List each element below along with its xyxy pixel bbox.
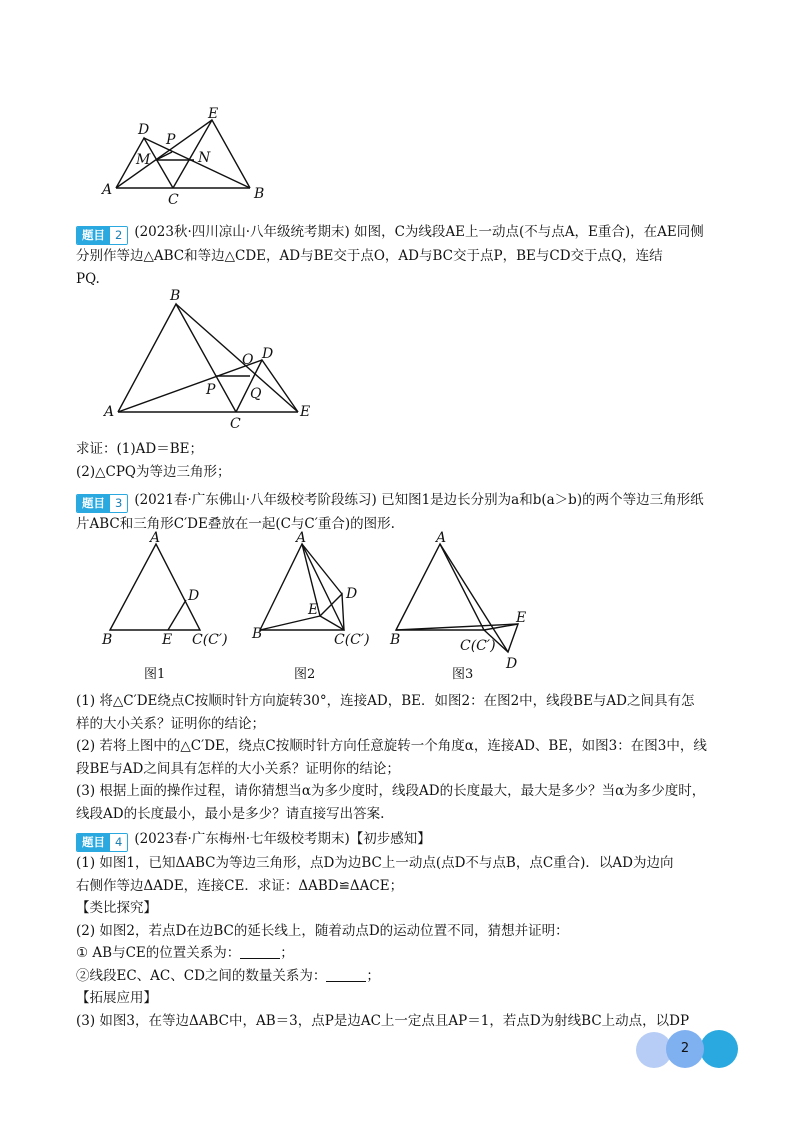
fig2-segment-BE (176, 304, 298, 412)
fig2-label-O: O (242, 352, 254, 368)
fig3-1-label-A: A (150, 530, 161, 546)
fig3-3-label-D: D (506, 656, 518, 672)
fig2-label-P: P (206, 382, 216, 398)
fig-top-label-E: E (208, 106, 219, 122)
figure-problem-2-svg (96, 288, 326, 438)
fig3-1-triangle-ABC (110, 544, 200, 630)
fig-top-label-B: B (254, 186, 265, 202)
problem-4-q2-sub-1: ① AB与CE的位置关系为： ； (76, 945, 294, 961)
problem-4-q2-line-1: (2) 如图2，若点D在边BC的延长线上，随着动点D的运动位置不同，猜想并证明： (76, 922, 569, 939)
fig3-3-triangle-ABC (396, 544, 484, 630)
fig3-2-segment-BE (260, 616, 320, 630)
figure-3-3-svg (390, 530, 550, 684)
answer-blank-1[interactable] (240, 944, 280, 959)
fig3-1-label-D: D (188, 588, 200, 604)
problem-4-q1-line-1: (1) 如图1，已知ΔABC为等边三角形，点D为边BC上一动点(点D不与点B，点C重合)．以AD为边向 (76, 855, 674, 871)
fig3-2-label-B: B (252, 626, 263, 642)
figure-3-1-svg (100, 530, 250, 684)
problem-2-line-3: PQ. (76, 270, 100, 287)
problem-2-text (76, 221, 756, 290)
problem-2-question-2: (2)△CPQ为等边三角形； (76, 463, 231, 480)
fig2-label-Q: Q (250, 386, 262, 402)
problem-3-badge: 题目 3 (76, 494, 128, 513)
fig2-label-E: E (300, 404, 311, 420)
fig-top-label-D: D (138, 122, 150, 138)
fig-top-label-C: C (168, 192, 179, 208)
problem-2-line-1: 题目 2 (2023秋·四川凉山·八年级统考期末) 如图，C为线段AE上一动点(不与点A，E重合)，在AE同侧 (76, 221, 756, 245)
figure-top (100, 100, 270, 210)
figure-top-svg (100, 100, 270, 210)
problem-3-q3-line-1: (3) 根据上面的操作过程，请你猜想当α为多少度时，线段AD的长度最大，最大是多少？当α为多少度时， (76, 783, 706, 799)
problem-3-q2-line-1: (2) 若将上图中的△C′DE，绕点C按顺时针方向任意旋转一个角度α，连接AD、BE，如图3：在图3中，线 (76, 738, 707, 754)
fig3-1-segment-ED (168, 600, 186, 630)
fig2-label-B: B (170, 288, 181, 304)
fig2-triangle-ABC (118, 304, 236, 412)
fig3-3-segment-AD (440, 544, 508, 652)
fig-top-label-M: M (136, 152, 151, 168)
figure-3-2-svg (250, 530, 400, 684)
fig-top-label-P: P (166, 132, 176, 148)
problem-3-line-2: 片ABC和三角形C′DE叠放在一起(C与C′重合)的图形. (76, 516, 395, 532)
fig2-label-C: C (230, 416, 241, 432)
page-number-badge (636, 1030, 754, 1068)
fig-top-label-A: A (102, 182, 113, 198)
fig3-2-label-C: C(C′) (334, 632, 370, 648)
fig2-label-D: D (262, 346, 274, 362)
problem-4-section-2: 【类比探究】 (76, 900, 157, 916)
fig3-2-label-E: E (308, 602, 319, 618)
figure-3-1 (100, 530, 250, 684)
problem-2-questions (76, 438, 756, 483)
problem-3-q3-line-2: 线段AD的长度最小，最小是多少？请直接写出答案. (76, 805, 385, 822)
page-number: 2 (680, 1041, 690, 1056)
problem-3-q2-line-2: 段BE与AD之间具有怎样的大小关系？证明你的结论； (76, 760, 400, 777)
problem-4-q2-sub-2: ②线段EC、AC、CD之间的数量关系为： ； (76, 967, 380, 984)
fig3-2-triangle-ABC (260, 544, 344, 630)
fig3-1-caption: 图1 (144, 667, 166, 682)
figure-problem-2 (96, 288, 326, 438)
problem-2-badge: 题目 2 (76, 226, 128, 245)
problem-4-text (76, 828, 756, 1032)
problem-4-q1-line-2: 右侧作等边ΔADE，连接CE．求证：ΔABD≌ΔACE； (76, 877, 404, 894)
fig3-2-label-A: A (296, 530, 307, 546)
fig2-label-A: A (104, 404, 115, 420)
fig3-2-triangle-CED (320, 594, 344, 630)
problem-4-q3-line-1: (3) 如图3，在等边ΔABC中，AB＝3，点P是边AC上一定点且AP＝1，若点D为射线BC上动点，以DP (76, 1012, 690, 1029)
problem-3-text (76, 489, 756, 536)
problem-3-questions (76, 690, 756, 825)
problem-2-line-2: 分别作等边△ABC和等边△CDE，AD与BE交于点O，AD与BC交于点P，BE与CD交于点Q，连结 (76, 248, 663, 264)
figure-3-3 (390, 530, 550, 684)
fig3-1-label-B: B (102, 632, 113, 648)
fig3-1-label-E: E (162, 632, 173, 648)
fig3-3-label-C: C(C′) (460, 638, 496, 654)
problem-3-q1-line-2: 样的大小关系？证明你的结论； (76, 715, 265, 732)
fig3-2-label-D: D (346, 586, 358, 602)
answer-blank-2[interactable] (326, 967, 366, 982)
fig3-2-caption: 图2 (294, 667, 316, 682)
problem-3-line-1: 题目 3 (2021春·广东佛山·八年级校考阶段练习) 已知图1是边长分别为a和b(a＞b)的两个等边三角形纸 (76, 489, 756, 513)
problem-4-badge: 题目 4 (76, 833, 128, 852)
fig3-3-caption: 图3 (452, 667, 474, 682)
problem-3-q1-line-1: (1) 将△C′DE绕点C按顺时针方向旋转30°，连接AD，BE．如图2：在图2中，线段BE与AD之间具有怎 (76, 693, 695, 709)
problem-4-section-3: 【拓展应用】 (76, 990, 157, 1006)
fig3-1-label-C: C(C′) (192, 632, 228, 648)
fig3-3-label-E: E (516, 610, 527, 626)
fig3-3-label-B: B (390, 632, 401, 648)
fig-top-label-N: N (198, 150, 211, 166)
fig-top-triangle-CEB (173, 120, 250, 188)
figure-3-2 (250, 530, 400, 684)
page-circle-dark (700, 1030, 738, 1068)
problem-2-question-1: 求证：(1)AD＝BE； (76, 441, 203, 457)
problem-4-header: 题目 4 (2023春·广东梅州·七年级校考期末)【初步感知】 (76, 828, 756, 852)
fig3-3-label-A: A (436, 530, 447, 546)
